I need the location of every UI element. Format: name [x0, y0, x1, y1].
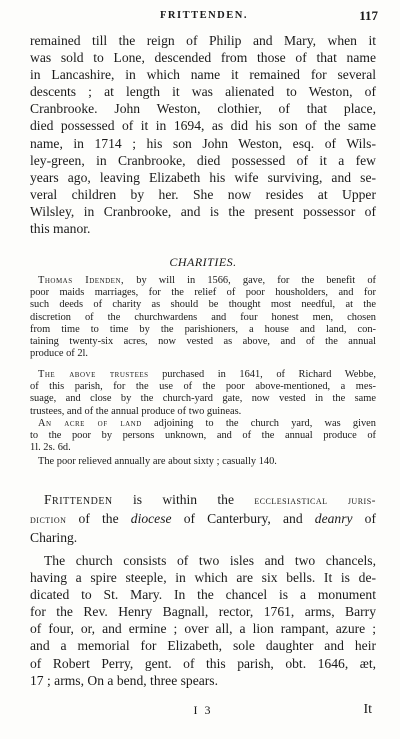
text-line: and a memorial for Elizabeth, sole daughter and heir: [30, 638, 376, 654]
text-run: by will in 1566, gave, for the benefit of: [136, 275, 376, 286]
church-paragraph: [30, 552, 376, 689]
text-line: descents ; at length it was alienated to Weston, of: [30, 84, 376, 100]
text-line: The poor relieved annually are about sixty ; casually 140.: [38, 456, 277, 467]
text-line: of this parish, for the use of the poor above-mentioned, a mes-: [30, 381, 376, 393]
text-line: years ago, leaving Elizabeth his wife surviving, and se-: [30, 169, 376, 185]
text-run: diction: [30, 514, 67, 527]
text-line: The church consists of two isles and two chancels,: [44, 553, 376, 568]
text-line: from time to time by the parishioners, a house and land, con-: [30, 323, 376, 335]
jurisdiction-paragraph: [30, 491, 376, 546]
page-number: 117: [359, 8, 378, 23]
text-run: diocese: [130, 511, 172, 527]
charity-name: The above trustees: [38, 369, 149, 380]
signature-mark: I 3: [193, 703, 213, 717]
text-run: ecclesiastical juris-: [254, 495, 376, 507]
text-line: name, in 1714 ; his son John Weston, esq. of Wils-: [30, 135, 376, 151]
text-line: trustees, and of the annual produce of two guineas.: [30, 405, 242, 417]
text-line: veral children by her. She now resides at Upper: [30, 186, 376, 202]
page-footer: [30, 703, 376, 721]
text-line: for the Rev. Henry Bagnall, rector, 1761, arms, Barry: [30, 604, 376, 620]
text-line: suage, and close by the church-yard gate, now vested in the same: [30, 393, 376, 405]
text-line: remained till the reign of Philip and Mary, when it: [30, 33, 376, 48]
charity-paragraph: [30, 369, 376, 418]
text-line: poor maids marriages, for the relief of poor housholders, and for: [30, 287, 376, 299]
text-line: Charing.: [30, 530, 78, 546]
text-line: this manor.: [30, 221, 91, 237]
text-line: [30, 510, 376, 529]
charity-name: Thomas Idenden,: [38, 275, 125, 286]
text-run: of: [352, 511, 376, 527]
text-line: to the poor by persons unknown, and of the annual produce of: [30, 430, 376, 442]
charity-paragraph: [30, 456, 376, 468]
text-line: 1l. 2s. 6d.: [30, 442, 71, 454]
catchword: It: [363, 702, 372, 717]
text-line: produce of 2l.: [30, 348, 88, 360]
text-line: was sold to Lone, descended from those of that name: [30, 50, 376, 66]
text-run: adjoining to the church yard, was given: [154, 418, 376, 429]
text-line: taining twenty-six acres, now vested as above, and of the annual: [30, 336, 376, 348]
text-line: such deeds of charity as should be thought most needful, at the: [30, 299, 376, 311]
text-line: having a spire steeple, in which are six bells. It is de-: [30, 570, 376, 586]
text-run: deanry: [314, 511, 353, 527]
text-line: [30, 369, 376, 381]
text-line: of four, or, and ermine ; over all, a lion rampant, azure ;: [30, 621, 376, 637]
text-line: of Robert Perry, gent. of this parish, obt. 1646, æt,: [30, 655, 376, 671]
text-line: Cranbrooke. John Weston, clothier, of that place,: [30, 101, 376, 117]
charity-paragraph: [30, 275, 376, 360]
charities-heading: CHARITIES.: [169, 255, 237, 269]
text-line: died possessed of it in 1694, as did his son of the same: [30, 118, 376, 134]
text-run: is within the: [112, 492, 255, 507]
text-line: Wilsley, in Cranbrooke, and is the present possessor of: [30, 203, 376, 219]
text-line: in Lancashire, in which name it remained for several: [30, 67, 376, 83]
text-line: dicated to St. Mary. In the chancel is a monument: [30, 587, 376, 603]
text-line: discretion of the churchwardens and four honest men, chosen: [30, 311, 376, 323]
text-line: [30, 275, 376, 287]
parish-name: Frittenden: [44, 492, 113, 507]
text-run: of the: [66, 511, 131, 527]
text-line: [30, 491, 376, 510]
charity-name: An acre of land: [38, 418, 142, 429]
charity-paragraph: [30, 418, 376, 455]
running-title: FRITTENDEN.: [160, 10, 248, 21]
text-line: ley-green, in Cranbrooke, died possessed of it a few: [30, 152, 376, 168]
text-line: 17 ; arms, On a bend, three spears.: [30, 672, 218, 688]
text-run: of Canterbury, and: [171, 511, 315, 527]
text-run: purchased in 1641, of Richard Webbe,: [162, 369, 376, 380]
intro-paragraph: [30, 32, 376, 237]
text-line: [30, 418, 376, 430]
page-header: [30, 10, 378, 26]
